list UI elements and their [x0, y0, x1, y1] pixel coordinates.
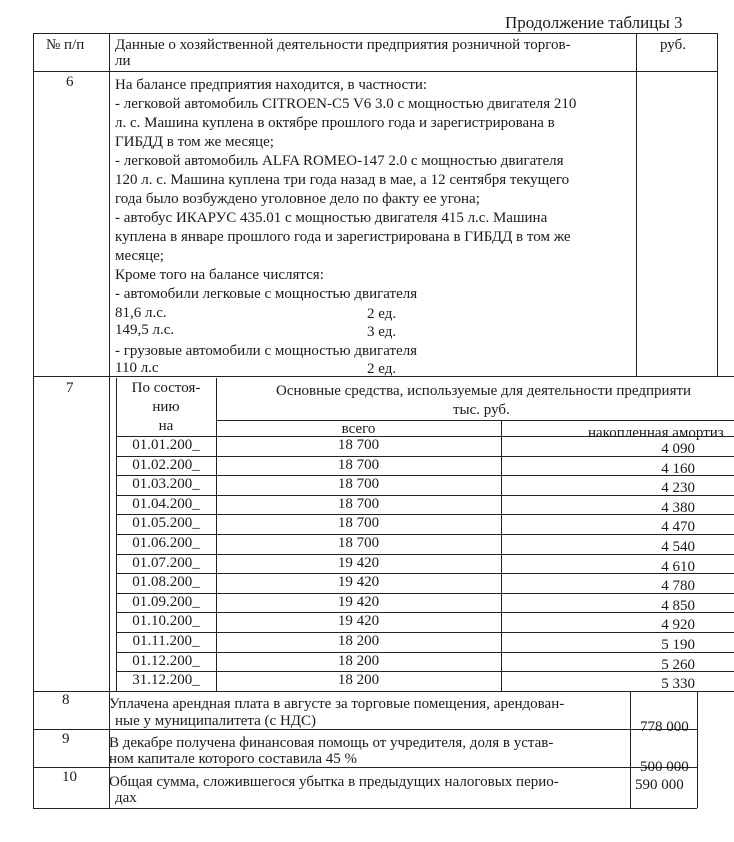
- row6-line: ГИБДД в том же месяце;: [115, 134, 274, 150]
- row6-trucks-line: - грузовые автомобили с мощностью двигателя: [115, 343, 418, 359]
- row7-amort-cell: 4 380: [661, 499, 695, 516]
- table-caption: Продолжение таблицы 3: [505, 13, 683, 32]
- row7-unit: тыс. руб.: [453, 402, 510, 418]
- row9-text-line1: В декабре получена финансовая помощь от учредителя, доля в устав-: [109, 735, 554, 751]
- row7-amort-cell: 4 610: [661, 558, 695, 575]
- row7-total-cell: 18 200: [337, 633, 380, 649]
- row7-total-cell: 18 700: [337, 456, 380, 473]
- row8-text-line2: ные у муниципалитета (с НДС): [115, 713, 317, 729]
- row6-line: года было возбуждено уголовное дело по факту ее угона;: [115, 191, 480, 207]
- row7-total-cell: 18 700: [337, 535, 380, 551]
- row6-item2-qty: 3 ед.: [367, 324, 397, 340]
- row7-amort-cell: 5 260: [661, 656, 695, 673]
- row6-number: 6: [66, 74, 74, 90]
- row7-col-total: всего: [341, 421, 376, 437]
- row6-line: - автобус ИКАРУС 435.01 с мощностью двигателя 415 л.с. Машина: [115, 210, 548, 226]
- row7-date-cell: 01.08.200_: [132, 574, 200, 591]
- row7-date-cell: 01.01.200_: [132, 437, 200, 453]
- rule: [697, 691, 698, 808]
- row6-line: На балансе предприятия находится, в частности:: [115, 77, 428, 93]
- row7-date-cell: 31.12.200_: [132, 672, 200, 689]
- rule: [33, 33, 717, 34]
- row6-line: 120 л. с. Машина куплена три года назад в мае, а 12 сентября текущего: [115, 172, 570, 188]
- row9-text-line2: ном капитале которого составила 45 %: [109, 751, 358, 767]
- row7-col-amort: накопленная амортиз: [588, 425, 724, 441]
- row6-line: куплена в январе прошлого года и зарегистрирована в ГИБДД в том же: [115, 229, 571, 245]
- row6-item1-power: 81,6 л.с.: [115, 305, 167, 321]
- header-col-num: № п/п: [46, 37, 85, 53]
- row7-amort-cell: 4 470: [661, 519, 695, 536]
- row7-date-cell: 01.03.200_: [132, 476, 200, 493]
- row7-date-cell: 01.12.200_: [132, 652, 200, 669]
- rule: [109, 33, 110, 808]
- row7-date-cell: 01.05.200_: [132, 515, 200, 532]
- row7-date-header-line3: на: [158, 418, 174, 434]
- row7-date-cell: 01.07.200_: [132, 554, 200, 571]
- row6-truck-power: 110 л.с: [115, 360, 159, 376]
- row7-amort-cell: 4 090: [661, 441, 695, 457]
- row7-total-cell: 18 700: [337, 495, 380, 512]
- row10-number: 10: [62, 769, 77, 785]
- row7-amort-cell: 4 850: [661, 597, 695, 614]
- row6-line: л. с. Машина куплена в октябре прошлого года и зарегистрирована в: [115, 115, 555, 131]
- row7-total-cell: 19 420: [337, 574, 380, 591]
- row9-value: 500 000: [640, 759, 689, 775]
- rule: [630, 691, 631, 808]
- row6-line: - автомобили легковые с мощностью двигателя: [115, 286, 418, 302]
- row7-date-header-line1: По состоя-: [131, 380, 201, 396]
- row8-text-line1: Уплачена арендная плата в августе за торговые помещения, арендован-: [109, 696, 565, 712]
- row7-main-header: Основные средства, используемые для деятельности предприяти: [276, 383, 692, 399]
- row6-line: Кроме того на балансе числятся:: [115, 267, 324, 283]
- row7-amort-cell: 4 540: [661, 539, 695, 555]
- row7-amort-cell: 5 330: [661, 676, 695, 693]
- row10-text-line1: Общая сумма, сложившегося убытка в предыдущих налоговых перио-: [109, 774, 559, 790]
- row7-total-cell: 18 200: [337, 652, 380, 669]
- rule: [33, 71, 717, 72]
- rule: [636, 33, 637, 376]
- row7-date-cell: 01.04.200_: [132, 495, 200, 512]
- row8-number: 8: [62, 692, 70, 708]
- row10-text-line2: дах: [115, 790, 137, 806]
- header-col-data-line2: ли: [115, 53, 131, 69]
- row7-total-cell: 18 700: [337, 515, 380, 532]
- row7-amort-cell: 4 230: [661, 480, 695, 497]
- header-col-rub: руб.: [660, 37, 686, 53]
- row6-line: - легковой автомобиль ALFA ROMEO-147 2.0 с мощностью двигателя: [115, 153, 564, 169]
- row7-date-cell: 01.06.200_: [132, 535, 200, 551]
- row7-date-cell: 01.10.200_: [132, 613, 200, 630]
- row7-total-cell: 19 420: [337, 593, 380, 610]
- header-col-data-line1: Данные о хозяйственной деятельности предприятия розничной торгов-: [115, 37, 571, 53]
- row10-value: 590 000: [635, 777, 684, 793]
- row7-date-cell: 01.02.200_: [132, 456, 200, 473]
- row6-item2-power: 149,5 л.с.: [115, 322, 175, 338]
- row7-total-cell: 18 200: [337, 672, 380, 689]
- row7-amort-cell: 4 160: [661, 460, 695, 477]
- row8-value: 778 000: [640, 719, 689, 735]
- row6-truck-qty: 2 ед.: [367, 361, 397, 377]
- row7-date-cell: 01.09.200_: [132, 593, 200, 610]
- row6-line: месяце;: [115, 248, 164, 264]
- row7-total-cell: 18 700: [337, 437, 380, 453]
- row7-amort-cell: 4 920: [661, 617, 695, 634]
- row6-item1-qty: 2 ед.: [367, 306, 397, 322]
- rule: [717, 33, 718, 376]
- row7-date-cell: 01.11.200_: [132, 633, 200, 649]
- row7-number: 7: [66, 380, 74, 396]
- rule: [33, 33, 34, 808]
- row7-total-cell: 19 420: [337, 613, 380, 630]
- row7-amort-cell: 5 190: [661, 637, 695, 653]
- row7-total-cell: 19 420: [337, 554, 380, 571]
- row7-amort-cell: 4 780: [661, 578, 695, 595]
- row7-total-cell: 18 700: [337, 476, 380, 493]
- rule: [33, 808, 697, 809]
- row6-line: - легковой автомобиль CITROEN-C5 V6 3.0 с мощностью двигателя 210: [115, 96, 577, 112]
- row7-date-header-line2: нию: [152, 399, 180, 415]
- row9-number: 9: [62, 731, 70, 747]
